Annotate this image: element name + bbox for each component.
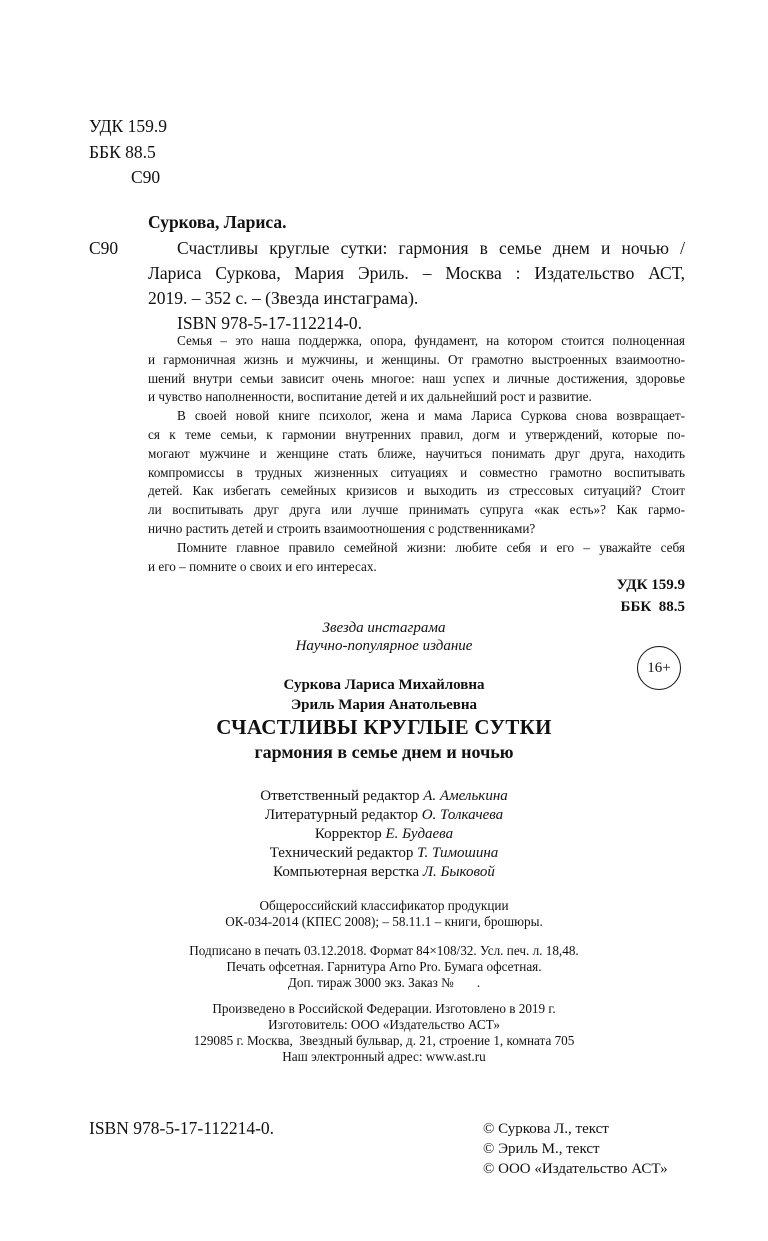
- annotation-line: и чувство наполненности, воспитание детей и их дальнейший рост и развитие.: [148, 389, 592, 405]
- credit-person: Л. Быковой: [422, 864, 495, 880]
- annotation-line: и гармоничная жизнь и мужчины, и женщины. От грамотно выстроенных взаимоотно-: [148, 351, 685, 367]
- annotation-line: ли воспитывать друг друга или лучше принимать супруга «как есть»? Как гармо-: [148, 502, 685, 518]
- credit-person: Е. Будаева: [385, 826, 454, 842]
- annotation-line: Помните главное правило семейной жизни: любите себя и его – уважайте себя: [177, 539, 685, 555]
- credit-person: О. Толкачева: [421, 807, 504, 823]
- credit-role: Технический редактор: [269, 845, 418, 861]
- author-name: Суркова Лариса Михайловна: [283, 677, 485, 693]
- book-subtitle: гармония в семье днем и ночью: [254, 742, 514, 762]
- book-title: СЧАСТЛИВЫ КРУГЛЫЕ СУТКИ: [216, 715, 552, 739]
- annotation-line: В своей новой книге психолог, жена и мама Лариса Суркова снова возвращает-: [177, 408, 685, 424]
- age-rating-badge: 16+: [637, 646, 681, 690]
- annotation-line: и его – помните о своих и его интересах.: [148, 558, 377, 574]
- classifier-line: Общероссийский классификатор продукции: [259, 898, 509, 913]
- print-info-line: Подписано в печать 03.12.2018. Формат 84×108/32. Усл. печ. л. 18,48.: [189, 943, 579, 958]
- production-line: Изготовитель: ООО «Издательство АСТ»: [268, 1017, 500, 1032]
- bib-isbn: ISBN 978-5-17-112214-0.: [177, 313, 363, 333]
- udk-code: УДК 159.9: [89, 116, 167, 136]
- bib-description-line: 2019. – 352 с. – (Звезда инстаграма).: [148, 288, 419, 308]
- production-line: Произведено в Российской Федерации. Изготовлено в 2019 г.: [212, 1001, 556, 1016]
- production-line: 129085 г. Москва, Звездный бульвар, д. 21, строение 1, комната 705: [193, 1033, 575, 1048]
- annotation-line: Семья – это наша поддержка, опора, фундамент, на котором стоится полноценная: [177, 333, 685, 348]
- credit-line: [0, 845, 768, 862]
- bbk-code: ББК 88.5: [89, 142, 156, 162]
- print-info-line: Печать офсетная. Гарнитура Arno Pro. Бумага офсетная.: [226, 959, 542, 974]
- series-type: Научно-популярное издание: [295, 638, 473, 654]
- annotation-line: компромиссы в трудных жизненных ситуациях и совместно грамотно воспитывать: [148, 464, 685, 480]
- production-line: Наш электронный адрес: www.ast.ru: [282, 1049, 486, 1064]
- bottom-isbn: ISBN 978-5-17-112214-0.: [89, 1118, 275, 1138]
- classifier-line: ОК-034-2014 (КПЕС 2008); – 58.11.1 – книги, брошюры.: [225, 914, 543, 929]
- annotation-line: детей. Как избегать семейных кризисов и выходить из стрессовых ситуаций? Стоит: [148, 483, 685, 499]
- bbk-code-right: ББК 88.5: [620, 599, 685, 615]
- author-mark: С90: [131, 167, 161, 187]
- series-name: Звезда инстаграма: [322, 620, 446, 636]
- credit-line: [0, 807, 768, 824]
- credit-line: [0, 826, 768, 843]
- copyright-line: © ООО «Издательство АСТ»: [483, 1161, 668, 1177]
- author-name: Эриль Мария Анатольевна: [290, 697, 478, 713]
- credit-role: Литературный редактор: [264, 807, 422, 823]
- annotation: [148, 332, 685, 576]
- bib-description-line: Счастливы круглые сутки: гармония в семье днем и ночью /: [177, 238, 685, 258]
- annotation-line: нично растить детей и строить взаимоотношения с родственниками?: [148, 520, 536, 536]
- credit-line: [0, 864, 768, 881]
- credit-person: Т. Тимошина: [417, 845, 499, 861]
- credit-role: Компьютерная верстка: [273, 864, 423, 880]
- annotation-line: ся к теме семьи, к гармонии внутренних правил, догм и утверждений, которые по-: [148, 426, 685, 442]
- copyright-line: © Суркова Л., текст: [483, 1121, 609, 1137]
- bib-description-line: Лариса Суркова, Мария Эриль. – Москва : Издательство АСТ,: [148, 263, 685, 283]
- credit-person: А. Амелькина: [423, 788, 508, 804]
- udk-code-right: УДК 159.9: [616, 577, 685, 593]
- author-heading: Суркова, Лариса.: [148, 212, 287, 232]
- credit-role: Ответственный редактор: [260, 788, 424, 804]
- credit-role: Корректор: [314, 826, 386, 842]
- author-mark-left: С90: [89, 238, 119, 258]
- print-info-line: Доп. тираж 3000 экз. Заказ № .: [287, 975, 481, 990]
- copyright-line: © Эриль М., текст: [483, 1141, 600, 1157]
- credit-line: [0, 788, 768, 805]
- annotation-line: могают мужчине и женщине стать ближе, научиться понимать друг друга, находить: [148, 445, 685, 461]
- annotation-line: шений внутри семьи зависит очень многое: наш успех и личные достижения, здоровье: [148, 370, 685, 386]
